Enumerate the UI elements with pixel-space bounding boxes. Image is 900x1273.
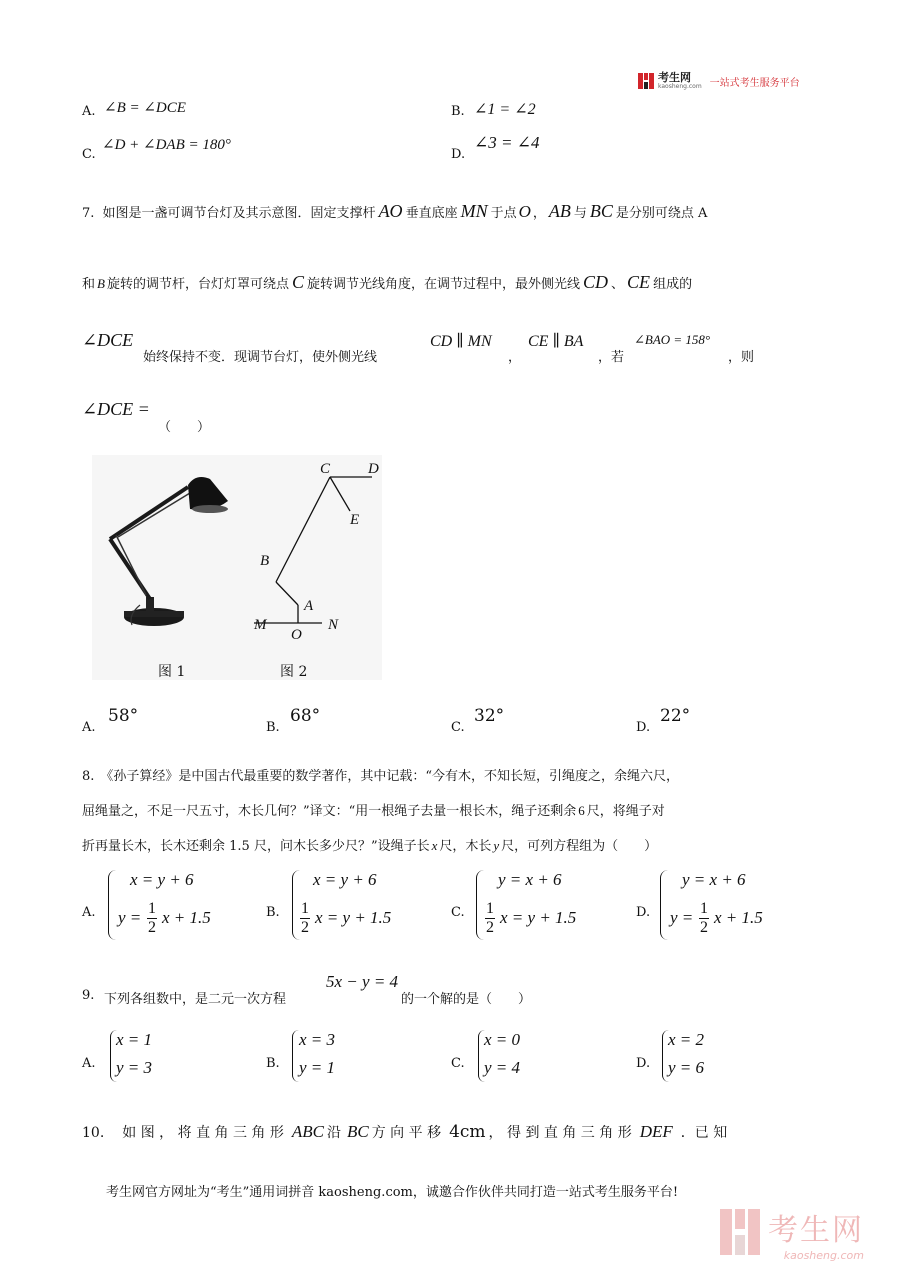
q7-option-b-label: B. [266,720,280,735]
q9-equation: 5x − y = 4 [326,972,399,991]
q10-number: 10. [82,1125,105,1141]
q7-text: ， [508,350,522,365]
watermark-brand: 考生网 [768,1213,864,1248]
q8-option-a-eq1: x = y + 6 [130,870,194,889]
q8-text: 尺，可列方程组为（ ） [501,839,658,854]
q7-number: 7. [82,206,95,221]
q8-text: 屈绳量之，不足一尺五寸，木长几何？”译文：“用一根绳子去量一根长木，绳子还剩余 [82,804,577,819]
q10-text: 方 向 平 移 [371,1125,442,1141]
q8-option-a-label: A. [82,905,96,920]
q7-option-c-label: C. [451,720,465,735]
footer-text: 考生网官方网址为“考生”通用词拼音 kaosheng.com，诚邀合作伙伴共同打造一站式考生服务平台! [106,1185,679,1200]
q7-paren: （ ） [158,420,211,435]
watermark [720,1205,864,1262]
diagram-label-c: C [320,461,331,477]
q6-option-d: ∠3 = ∠4 [474,133,540,152]
q9-option-a-y: y = 3 [116,1058,153,1077]
q7-text: 与 [573,206,587,221]
q7-option-a: 58° [108,706,139,726]
q8-option-d-eq1: y = x + 6 [682,870,746,889]
q7-line1 [82,201,707,222]
fraction-den: 2 [486,919,494,936]
q7-text: 、 [611,277,625,292]
q7-text: 始终保持不变．现调节台灯，使外侧光线 [143,350,378,365]
fraction-num: 1 [700,900,708,917]
q8-option-d-label: D. [636,905,651,920]
q10-abc: ABC [291,1122,324,1141]
q8-option-b-eq1: x = y + 6 [313,870,377,889]
q7-option-b: 68° [290,706,321,726]
q7-text: 旋转的调节杆，台灯灯罩可绕点 [106,277,289,292]
figure-1-caption: 图 1 [158,664,186,680]
q7-dce: ∠DCE [82,330,134,350]
q9-option-b-label: B. [266,1056,280,1071]
q10-text: ．已 知 [680,1125,728,1141]
q8-text: 《孙子算经》是中国古代最重要的数学著作，其中记载：“今有木，不知长短，引绳度之，余绳六尺， [100,769,680,784]
q8-text: 尺，木长 [439,839,492,854]
kaosheng-logo-icon [638,73,654,89]
q9-number: 9. [82,988,95,1003]
fraction-den: 2 [301,919,309,936]
q9-option-c-x: x = 0 [484,1030,521,1049]
q8-option-a-fraction [147,900,157,937]
q8-option-c-eq1: y = x + 6 [498,870,562,889]
q9-option-d-x: x = 2 [668,1030,705,1049]
q7-figure [92,455,382,680]
q10-text: ， 得 到 直 角 三 角 形 [488,1125,632,1141]
q8-text: 折再量长木，长木还剩余 1.5 尺，问木长多少尺？”设绳子长 [82,839,430,854]
figure-2-caption: 图 2 [280,664,308,680]
q8-option-a-brace [108,870,116,940]
q7-text: 旋转调节光线角度，在调节过程中，最外侧光线 [307,277,581,292]
diagram-label-e: E [350,512,360,528]
q8-six: 6 [578,803,585,818]
q10-line [82,1122,727,1142]
q7-text: ，若 [598,350,625,365]
q8-option-d-eq2-left: y = [670,908,694,927]
q9-option-b-y: y = 1 [299,1058,336,1077]
lamp-photo [110,477,228,626]
q7-line2 [82,272,692,293]
q9-text: 下列各组数中，是二元一次方程 [104,992,287,1007]
q9-option-a-label: A. [82,1056,96,1071]
q7-text: 垂直底座 [405,206,458,221]
header-logo [638,72,800,90]
diagram-label-d: D [368,461,379,477]
q9-option-c-label: C. [451,1056,465,1071]
diagram-label-o: O [291,627,302,643]
q9-text: 的一个解的是（ ） [401,992,532,1007]
q8-option-b-eq2-right: x = y + 1.5 [315,908,392,927]
q8-line2 [82,800,665,819]
fraction-num: 1 [486,900,494,917]
q6-option-a: ∠B = ∠DCE [104,100,186,116]
diagram-label-n: N [328,617,339,633]
fraction-den: 2 [148,919,156,936]
q7-parallel-ce-ba: CE ∥ BA [528,333,584,350]
fraction-den: 2 [700,919,708,936]
q8-y: y [493,838,500,853]
q6-option-c-label: C. [82,147,96,162]
q10-text: 如 图 ， 将 直 角 三 角 形 [122,1125,284,1141]
q9-option-b-brace [292,1030,299,1082]
q7-text: ， [532,206,546,221]
brand-name: 考生网 [658,71,691,84]
q7-option-d-label: D. [636,720,651,735]
q8-line3 [82,835,657,854]
q7-ask: ∠DCE = [82,399,150,419]
q7-o: O [518,202,531,221]
q7-text: 于点 [490,206,517,221]
q7-mn: MN [460,201,488,221]
q6-option-c: ∠D + ∠DAB = 180° [102,137,231,153]
q10-text: 沿 [326,1125,341,1141]
watermark-logo-icon [720,1209,760,1259]
q8-option-b-label: B. [266,905,280,920]
brand-domain: kaosheng.com [658,83,702,90]
q8-option-c-eq2-right: x = y + 1.5 [500,908,577,927]
q8-option-b-fraction [300,900,310,937]
q7-text: 如图是一盏可调节台灯及其示意图．固定支撑杆 [102,206,376,221]
q7-text: ，则 [728,350,755,365]
q9-option-b-x: x = 3 [299,1030,336,1049]
q9-option-a-x: x = 1 [116,1030,153,1049]
q8-x: x [431,838,438,853]
fraction-num: 1 [301,900,309,917]
diagram-label-m: M [254,617,267,633]
q8-option-c-fraction [485,900,495,937]
fraction-num: 1 [148,900,156,917]
q7-cd: CD [583,272,609,292]
q7-ao: AO [378,201,403,221]
q7-text: 是分别可绕点 A [615,206,708,221]
q7-figures-svg [92,455,382,680]
q8-option-c-brace [476,870,484,940]
q7-b: B [97,276,105,291]
diagram-label-b: B [260,553,270,569]
q7-parallel-cd-mn: CD ∥ MN [430,333,492,350]
q7-option-c: 32° [474,706,505,726]
q7-option-a-label: A. [82,720,96,735]
q8-option-a-eq2-right: x + 1.5 [162,908,211,927]
q8-text: 尺，将绳子对 [586,804,665,819]
watermark-domain: kaosheng.com [783,1249,864,1262]
q9-option-c-y: y = 4 [484,1058,521,1077]
q7-text: 和 [82,277,96,292]
q8-option-c-label: C. [451,905,465,920]
q7-text: 组成的 [653,277,693,292]
q8-option-d-brace [660,870,668,940]
brand-tagline: 一站式考生服务平台 [709,77,800,89]
q7-c: C [291,272,304,292]
q6-option-b-label: B. [451,104,465,119]
q8-line1 [82,765,679,784]
q8-number: 8. [82,769,95,784]
q8-option-a-eq2-left: y = [118,908,142,927]
q7-bao: ∠BAO = 158° [634,332,711,347]
q9-option-d-label: D. [636,1056,651,1071]
q6-option-b: ∠1 = ∠2 [474,101,536,118]
q7-bc: BC [589,201,613,221]
q8-option-d-eq2-right: x + 1.5 [714,908,763,927]
q6-option-d-label: D. [451,147,466,162]
q6-option-a-label: A. [82,104,96,119]
q8-option-b-brace [292,870,300,940]
q7-ce: CE [627,272,651,292]
q10-def: DEF [639,1122,673,1141]
q10-bc: BC [346,1122,369,1141]
diagram-label-a: A [304,598,314,614]
q10-distance: 4cm [449,1122,486,1142]
q8-option-d-fraction [699,900,709,937]
q7-option-d: 22° [660,706,691,726]
q9-option-d-y: y = 6 [668,1058,705,1077]
q7-ab: AB [548,201,571,221]
